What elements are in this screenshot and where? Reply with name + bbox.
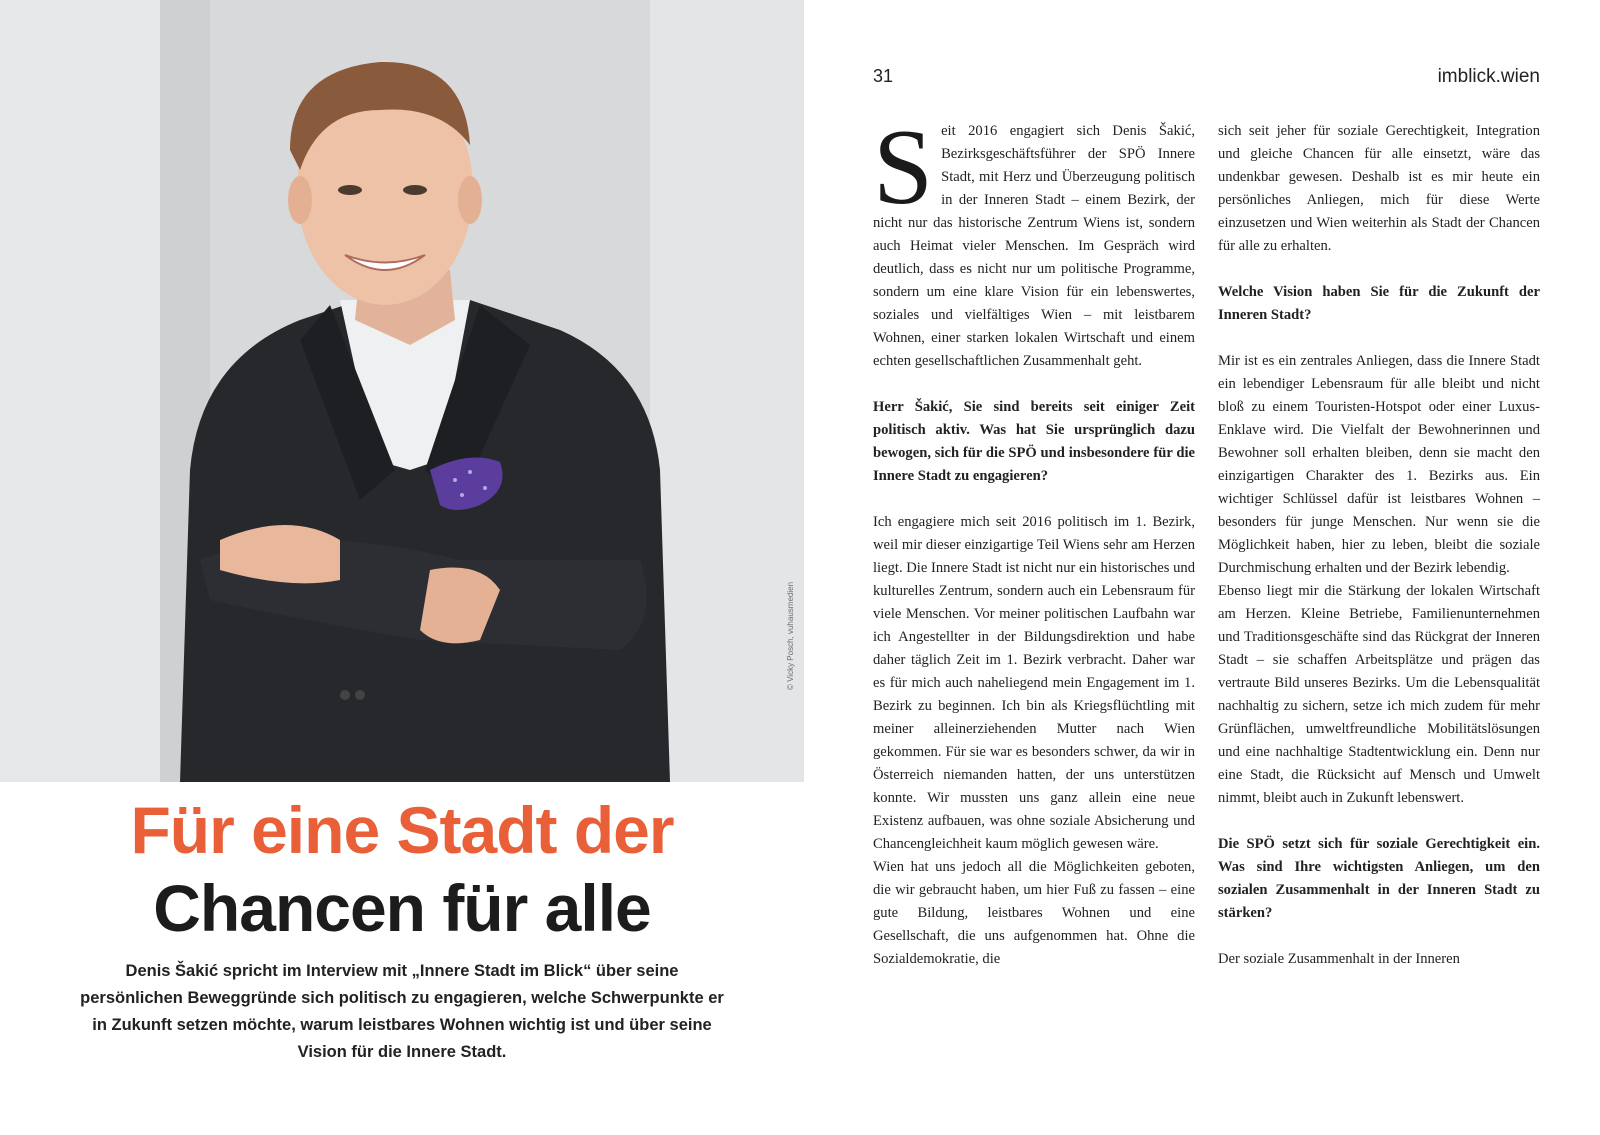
lead-paragraph: Denis Šakić spricht im Interview mit „Innere Stadt im Blick“ über seine persönlichen Beweggründe sich politisch zu engagieren, welche Schwerpunkte er in Zukunft setzen möchte, warum leistbares Wohnen wichtig ist und über seine Vision für die Innere Stadt. bbox=[80, 962, 724, 1061]
headline-line-2: Chancen für alle bbox=[153, 871, 651, 945]
portrait-illustration bbox=[0, 0, 804, 782]
answer-1a: Ich engagiere mich seit 2016 politisch im 1. Bezirk, weil mir dieser einzigartige Teil Wiens sehr am Herzen liegt. Die Innere Stadt ist nicht nur ein historisches und kulturelles Zentrum, sondern auch ein Lebensraum für viele Menschen. Vor meiner politischen Laufbahn war ich Angestellter in der Bildungsdirektion und habe daher täglich Zeit im 1. Bezirk verbracht. Daher war es für mich auch naheliegend mein Engagement im 1. Bezirk zu beginnen. Ich bin als Kriegsflüchtling mit meiner alleinerziehenden Mutter nach Wien gekommen. Für sie war es besonders schwer, da wir in Österreich niemanden hatten, der uns unterstützen konnte. Wir mussten uns ganz allein eine neue Existenz aufbauen, was ohne soziale Absicherung und Chancengleichheit kaum möglich gewesen wäre. bbox=[873, 514, 1195, 852]
intro-paragraph bbox=[873, 108, 1195, 373]
portrait-photo bbox=[0, 0, 804, 782]
photo-credit: © Vicky Posch, vuhausmedien bbox=[786, 581, 795, 690]
answer-2b: Ebenso liegt mir die Stärkung der lokalen Wirtschaft am Herzen. Kleine Betriebe, Familienunternehmen und Traditionsgeschäfte sind das Rückgrat der Inneren Stadt – sie schaffen Arbeitsplätze und prägen das vertraute Bild unseres Bezirks. Um die Lebensqualität nachhaltig zu sichern, setze ich mich zudem für mehr Grünflächen, umweltfreundliche Mobilitätslösungen und eine nachhaltige Stadtentwicklung ein. Denn nur eine Stadt, die Rücksicht auf Mensch und Umwelt nimmt, bleibt auch in Zukunft lebenswert. bbox=[1218, 583, 1540, 806]
answer-1b: Wien hat uns jedoch all die Möglichkeiten geboten, die wir gebraucht haben, um hier Fuß zu fassen – eine gute Bildung, leistbares Wohnen und eine Gesellschaft, die uns aufgenommen hat. Ohne die Sozialdemokratie, die bbox=[873, 859, 1195, 967]
intro-text: eit 2016 engagiert sich Denis Šakić, Bezirksgeschäftsführer der SPÖ Innere Stadt, mit Herz und Überzeugung politisch in der Inneren Stadt – einem Bezirk, der nicht nur das historische Zentrum Wiens ist, sondern auch Heimat vieler Menschen. Im Gespräch wird deutlich, dass es nicht nur um politische Programme, sondern um eine klare Vision für ein lebenswertes, soziales und vielfältiges Wien – mit leistbarem Wohnen, einer starken lokalen Wirtschaft und einem echten gesellschaftlichen Zusammenhalt geht. bbox=[873, 123, 1195, 369]
site-name: imblick.wien bbox=[1437, 66, 1540, 87]
page-number: 31 bbox=[873, 66, 894, 86]
headline-line-1: Für eine Stadt der bbox=[130, 793, 674, 867]
question-1: Herr Šakić, Sie sind bereits seit einiger Zeit politisch aktiv. Was hat Sie ursprünglich dazu bewogen, sich für die SPÖ und insbesondere für die Innere Stadt zu engagieren? bbox=[873, 399, 1195, 484]
question-2: Welche Vision haben Sie für die Zukunft der Inneren Stadt? bbox=[1218, 284, 1540, 323]
drop-cap: S bbox=[873, 108, 934, 227]
answer-2a: Mir ist es ein zentrales Anliegen, dass die Innere Stadt ein lebendiger Lebensraum für alle bleibt und nicht bloß zu einem Touristen-Hotspot oder einer Luxus-Enklave wird. Die Vielfalt der Bewohnerinnen und Bewohner soll erhalten bleiben, denn sie macht den einzigartigen Charakter des 1. Bezirks aus. Ein wichtiger Schlüssel dafür ist leistbares Wohnen – besonders für junge Menschen. Nur wenn sie die Möglichkeit haben, hier zu leben, bleibt die soziale Durchmischung erhalten und der Bezirk lebendig. bbox=[1218, 353, 1540, 576]
answer-1c: sich seit jeher für soziale Gerechtigkeit, Integration und gleiche Chancen für alle einsetzt, wäre das undenkbar gewesen. Deshalb ist es mir heute ein persönliches Anliegen, mich für diese Werte einzusetzen und Wien weiterhin als Stadt der Chancen für alle zu erhalten. bbox=[1218, 123, 1540, 254]
article-column-2 bbox=[1218, 120, 1540, 971]
article-column-1 bbox=[873, 108, 1195, 971]
answer-3: Der soziale Zusammenhalt in der Inneren bbox=[1218, 951, 1460, 967]
question-3: Die SPÖ setzt sich für soziale Gerechtigkeit ein. Was sind Ihre wichtigsten Anliegen, um den sozialen Zusammenhalt in der Inneren Stadt zu stärken? bbox=[1218, 836, 1540, 921]
